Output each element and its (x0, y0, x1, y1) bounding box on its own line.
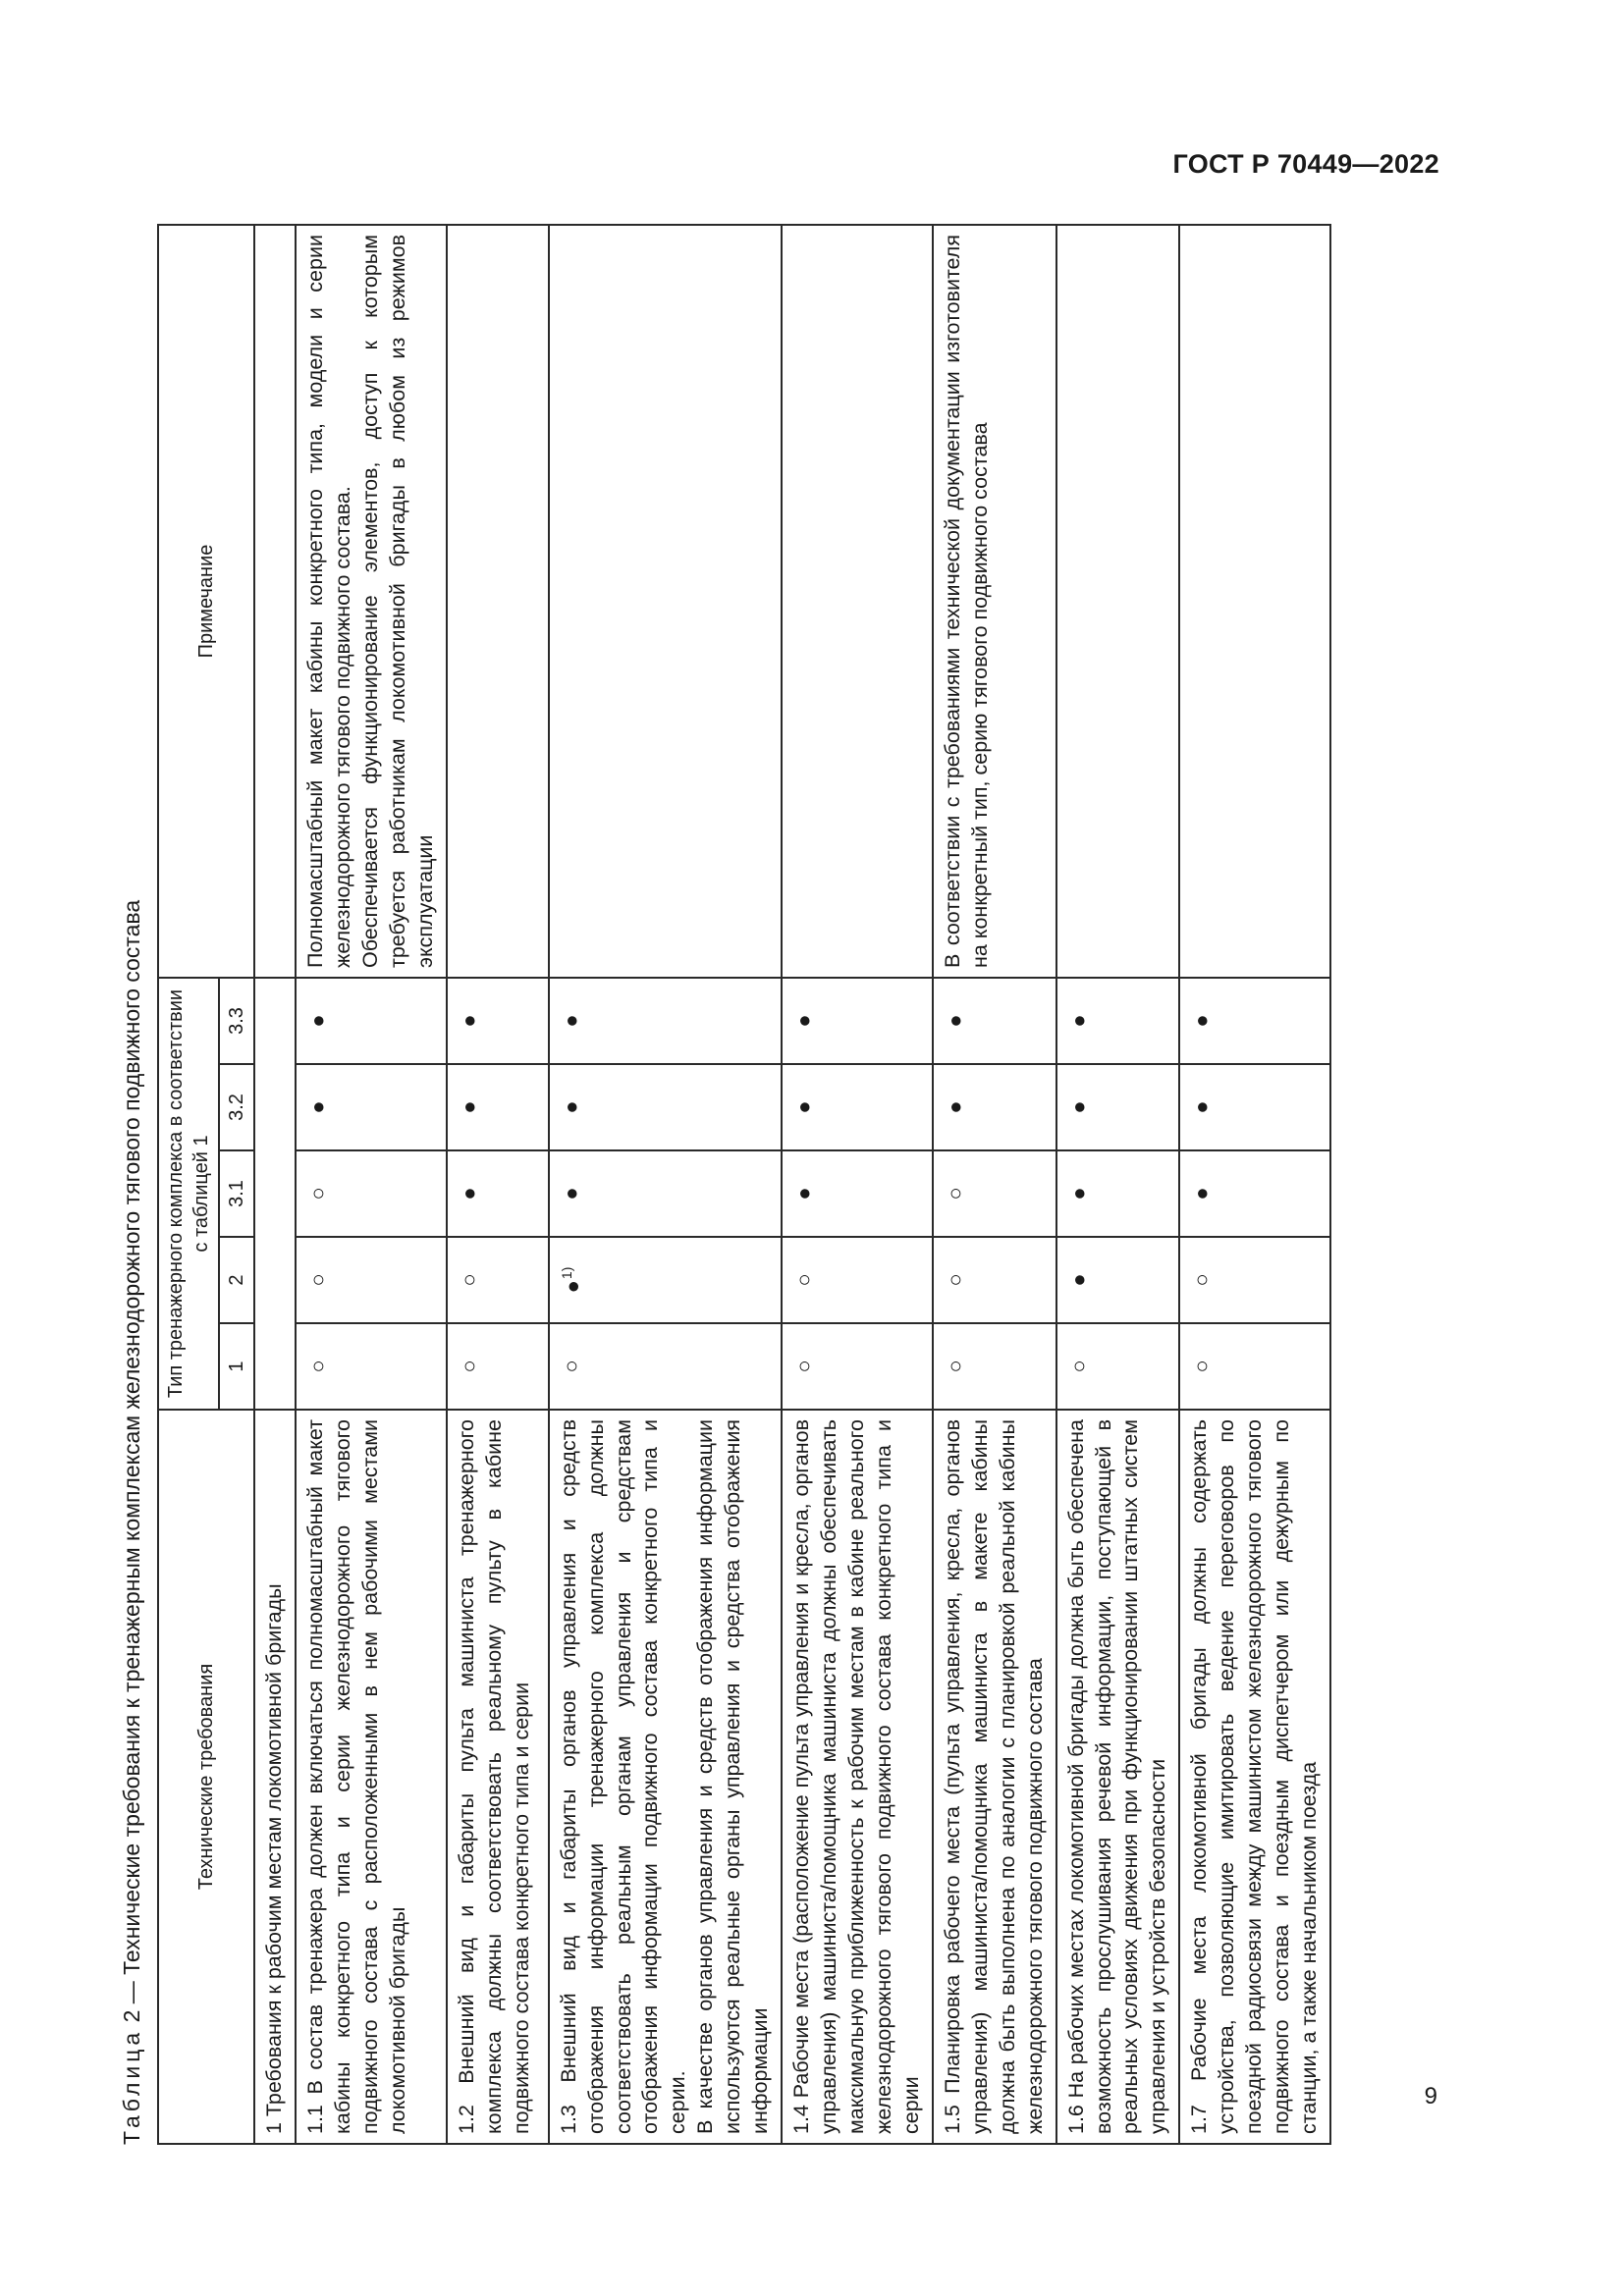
mark-cell: ○ (296, 1237, 447, 1323)
table-row (782, 225, 933, 2144)
table-row (1056, 225, 1180, 2144)
note-cell (447, 225, 549, 978)
mark-cell: ● (447, 978, 549, 1064)
mark-cell: ● (549, 1064, 783, 1150)
mark-cell: ● (549, 1150, 783, 1237)
note-text: Обеспечивается функционирование элементов, доступ к которым требуется работникам локомотивной бригады в любом из режимов эксплуатации (357, 235, 437, 968)
standard-header: ГОСТ Р 70449—2022 (1172, 149, 1439, 179)
mark-cell: ● (782, 1064, 933, 1150)
note-text: Полномасштабный макет кабины конкретного типа, модели и серии железнодорожного тягового подвижного состава. (302, 235, 354, 968)
mark-cell: ○ (549, 1323, 783, 1410)
mark-cell: ● (296, 978, 447, 1064)
mark-cell: ● (1179, 978, 1330, 1064)
requirement-cell: 1.1 В состав тренажера должен включаться полномасштабный макет кабины конкретного типа и серии железнодорожного тягового подвижного состава с расположенными в нем рабочими местами локомотивной бригады (296, 1410, 447, 2144)
col-header-type-2: 2 (219, 1237, 254, 1323)
requirement-cell: 1.6 На рабочих местах локомотивной бригады должна быть обеспечена возможность прослушивания речевой информации, поступающей в реальных условиях движения при функционировании штатных систем управления и устройств безопасности (1056, 1410, 1180, 2144)
table-row (1179, 225, 1330, 2144)
mark-cell: ● (782, 978, 933, 1064)
page-number: 9 (1424, 2083, 1437, 2109)
section-row (254, 225, 296, 2144)
note-cell: В соответствии с требованиями технической документации изготовителя на конкретный тип, серию тягового подвижного состава (933, 225, 1056, 978)
table-row (549, 225, 783, 2144)
mark-cell: ● (447, 1150, 549, 1237)
mark-cell: ● (549, 978, 783, 1064)
requirement-cell: 1.5 Планировка рабочего места (пульта управления, кресла, органов управления) машиниста/помощника машиниста в макете кабины должна быть выполнена по аналогии с планировкой реальной кабины железнодорожного тягового подвижного состава (933, 1410, 1056, 2144)
mark-cell: ○ (782, 1237, 933, 1323)
col-header-type-1: 1 (219, 1323, 254, 1410)
mark-cell: ○ (447, 1323, 549, 1410)
header-row (158, 225, 219, 2144)
table-row (447, 225, 549, 2144)
col-header-type-3-3: 3.3 (219, 978, 254, 1064)
mark-cell: ○ (1179, 1237, 1330, 1323)
mark-cell: ○ (296, 1323, 447, 1410)
requirement-cell: 1.4 Рабочие места (расположение пульта управления и кресла, органов управления) машиниста/помощника машиниста должны обеспечивать максимальную приближенность к рабочим местам в кабине реального железнодорожного тягового подвижного состава конкретного типа и серии (782, 1410, 933, 2144)
section-empty-marks (254, 978, 296, 1410)
caption-text: — Технические требования к тренажерным комплексам железнодорожного тягового подвижного состава (119, 899, 144, 2010)
requirement-cell (549, 1410, 783, 2144)
mark-cell: ○ (1179, 1323, 1330, 1410)
mark-cell: ● (1179, 1064, 1330, 1150)
mark-cell: ● (1179, 1150, 1330, 1237)
note-cell (1179, 225, 1330, 978)
mark-cell: ○ (933, 1323, 1056, 1410)
col-header-type-3-1: 3.1 (219, 1150, 254, 1237)
mark-cell: ○ (782, 1323, 933, 1410)
mark-cell: ● (296, 1064, 447, 1150)
requirement-text-extra: В качестве органов управления и средств отображения информации используются реальные органы управления и средства отображения информации (693, 1419, 773, 2134)
rotated-table-page (112, 226, 1447, 2145)
table-caption (112, 226, 155, 2145)
requirement-cell: 1.2 Внешний вид и габариты пульта машиниста тренажерного комплекса должны соответствовать реальному пульту в кабине подвижного состава конкретного типа и серии (447, 1410, 549, 2144)
table-row (296, 225, 447, 2144)
mark-cell: ● (1056, 1064, 1180, 1150)
caption-label: Таблица (119, 2028, 144, 2145)
note-cell (782, 225, 933, 978)
mark-cell: ● (447, 1064, 549, 1150)
mark-cell: ○ (933, 1237, 1056, 1323)
mark-cell: ● (1056, 978, 1180, 1064)
mark-cell: ● (1056, 1150, 1180, 1237)
mark-cell: ● (933, 978, 1056, 1064)
mark-cell: ● (1056, 1237, 1180, 1323)
note-cell (1056, 225, 1180, 978)
footnote-ref: 1) (558, 1266, 574, 1280)
mark-cell-with-footnote (549, 1237, 783, 1323)
col-header-requirements: Технические требования (158, 1410, 254, 2144)
col-header-note: Примечание (158, 225, 254, 978)
mark-cell: ● (782, 1150, 933, 1237)
table-row (933, 225, 1056, 2144)
mark-cell: ● (933, 1064, 1056, 1150)
note-cell (296, 225, 447, 978)
mark: ● (559, 1280, 584, 1294)
requirement-cell: 1.7 Рабочие места локомотивной бригады должны содержать устройства, позволяющие имитировать ведение переговоров по поездной радиосвязи между машинистом железнодорожного тягового подвижного состава и поездным диспетчером или дежурным по станции, а также начальником поезда (1179, 1410, 1330, 2144)
caption-number: 2 (119, 2009, 144, 2023)
mark-cell: ○ (296, 1150, 447, 1237)
col-header-type-3-2: 3.2 (219, 1064, 254, 1150)
mark-cell: ○ (933, 1150, 1056, 1237)
requirement-text: 1.3 Внешний вид и габариты органов управления и средств отображения информации тренажерного комплекса должны соответствовать реальным органам управления и средствам отображения информации подвижного состава конкретного типа и серии. (556, 1419, 690, 2134)
section-title: 1 Требования к рабочим местам локомотивной бригады (254, 1410, 296, 2144)
section-empty-note (254, 225, 296, 978)
mark-cell: ○ (447, 1237, 549, 1323)
requirements-table (157, 224, 1331, 2145)
mark-cell: ○ (1056, 1323, 1180, 1410)
col-header-type-group: Тип тренажерного комплекса в соответствии с таблицей 1 (158, 978, 219, 1410)
note-cell (549, 225, 783, 978)
